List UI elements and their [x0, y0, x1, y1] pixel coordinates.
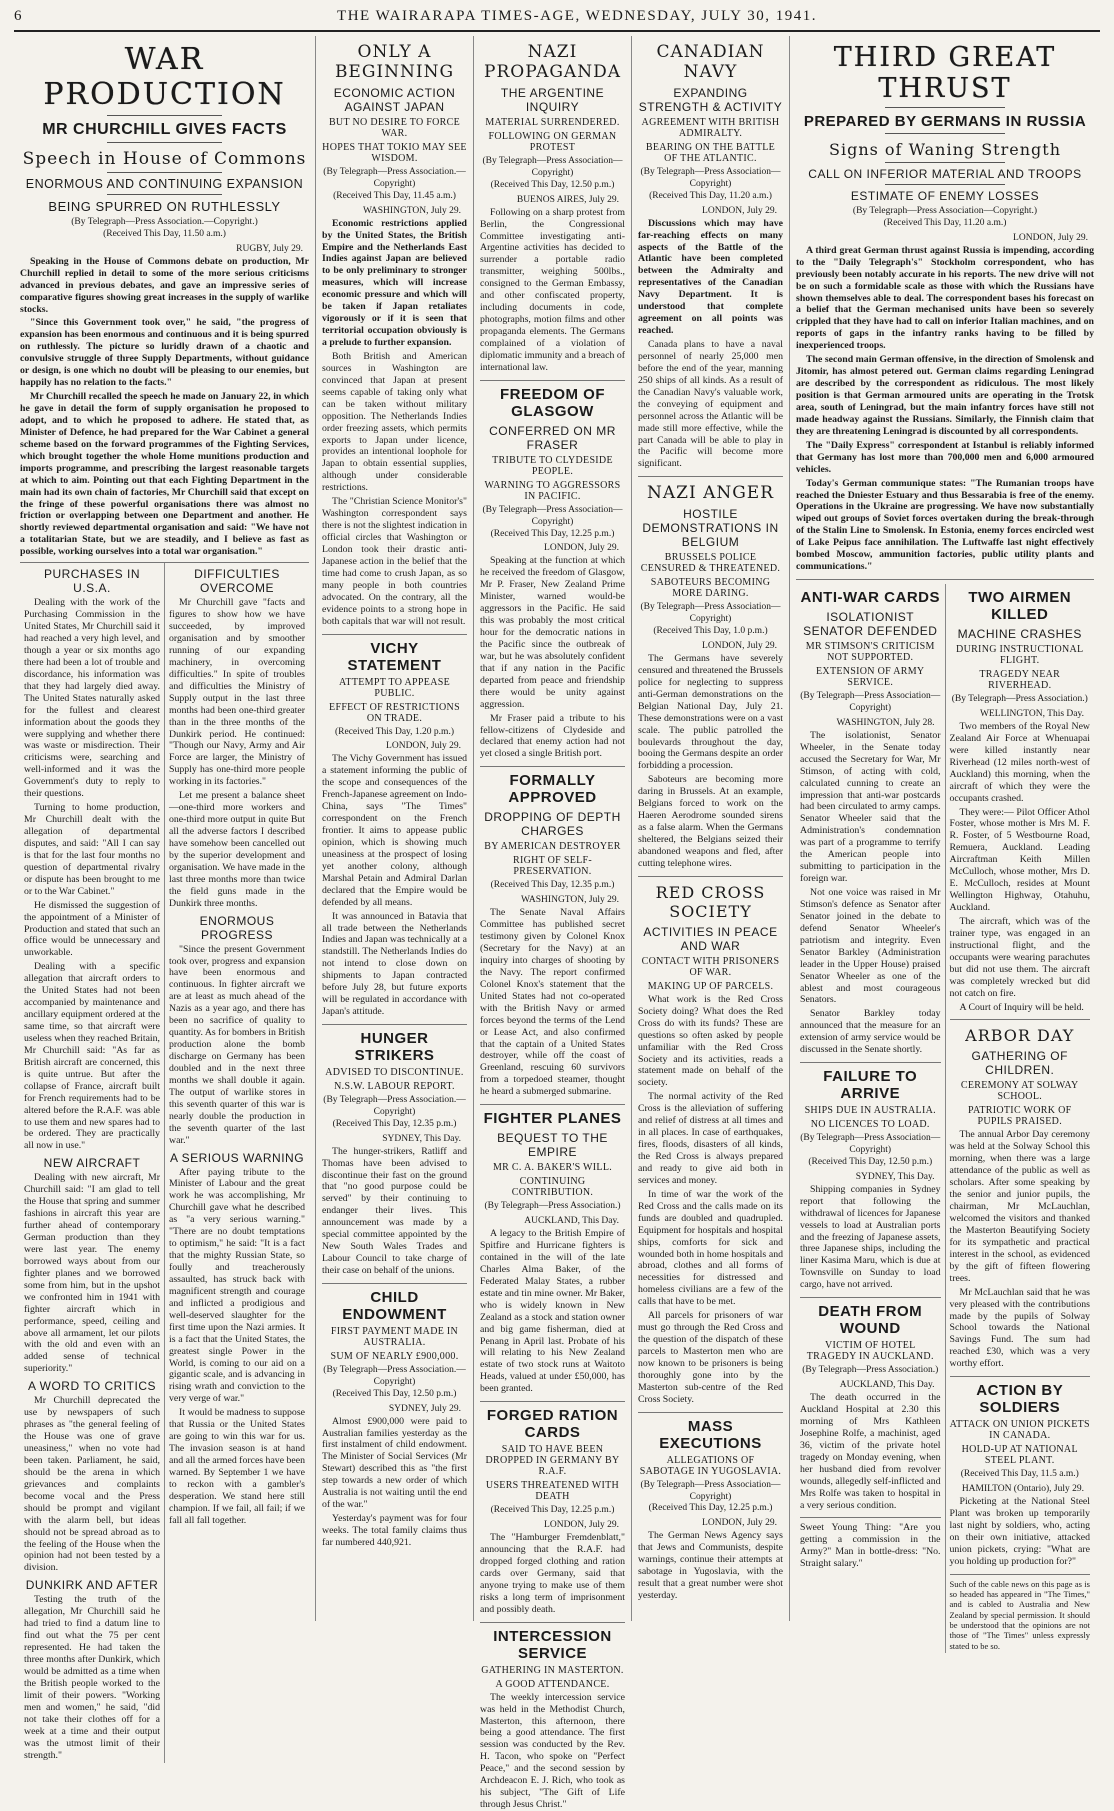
- war-production-subcolumns: [20, 562, 309, 1763]
- column-nazi-propaganda: [474, 36, 632, 1811]
- received-time: (Received This Day, 11.20 a.m.): [649, 190, 772, 201]
- credit: (By Telegraph—Press Association—Copyright): [640, 1479, 781, 1502]
- subcolumn-airmen: [946, 584, 1095, 1653]
- columns: [14, 36, 1100, 1811]
- subcolumn-left: [20, 563, 165, 1763]
- article-canadian-navy: [638, 42, 783, 477]
- divider: [885, 107, 1004, 108]
- deck: ECONOMIC ACTION AGAINST JAPAN: [333, 86, 456, 114]
- paragraph: Mr Fraser paid a tribute to his fellow-citizens of Clydeside and declared that enemy action had not yet closed a single British port.: [480, 712, 625, 760]
- credit: (By Telegraph—Press Association.—Copyright): [323, 1364, 466, 1387]
- paragraph: A third great German thrust against Russia is impending, according to the "Daily Telegraph's" Stockholm correspondent, who has previously been notably accurate in his reports. The new drive will not be on such a formidable scale as those with which the Russians have shown themselves able to deal. The correspondent bases his forecast on a belief that the German mechanised units have been so severely crippled that they have had to call on inferior Italian machines, and on reports of gaps in the infantry ranks having to be filled by inexperienced troops.: [796, 244, 1094, 352]
- credit-line: [20, 217, 309, 241]
- paragraph: The Vichy Government has issued a statement informing the public of the scope and consequences of the French-Japanese agreement on Indo-China, says "The Times" correspondent on the French frontier. It aims to appease public opinion, which is showing much uneasiness at the prospect of losing yet another colony, although Marshal Petain and Admiral Darlan declared that the Empire would be defended by all means.: [322, 753, 467, 908]
- credit: (By Telegraph—Press Association—Copyright): [800, 1133, 941, 1155]
- dateline-place: LONDON, July 29.: [702, 1518, 777, 1529]
- headline-vichy: VICHY STATEMENT: [347, 639, 442, 674]
- headline-only-beginning: ONLY A BEGINNING: [334, 42, 455, 82]
- subhead-dunkirk: DUNKIRK AND AFTER: [25, 1578, 159, 1593]
- divider: [107, 172, 223, 173]
- article-vichy: [322, 640, 467, 1026]
- received-time: (Received This Day, 12.50 p.m.): [808, 1156, 933, 1167]
- paragraph: Dealing with new aircraft, Mr Churchill said: "I am glad to tell the House that spring and summer fashions in aircraft this year are further ahead of contemporary German production than they were last year. The enemy borrowed ways about from our fighter planes and we borrowed some from him, but in the upshot we confronted him in 1941 with fighter aircraft which in performance, speed, ceiling and above all armament, let our pilots with the old and even with an added sense of technical superiority.": [24, 1172, 160, 1375]
- credit-line: [322, 1365, 467, 1401]
- paragraph: The "Daily Express" correspondent at Istanbul is reliably informed that Germany has lost more than 700,000 men and 6,000 armoured vehicles.: [796, 439, 1094, 475]
- paragraph: Dealing with a specific allegation that aircraft orders to the United States had not been accompanied by maintenance and ancillary equipment ordered at the same time, so that aircraft were useless when they reached Britain, Mr Churchill said: "As far as British aircraft are concerned, this is quite untrue. But after the collapse of France, aircraft built for French requirements had to be altered before the R.A.F. was able to use them and new spares had to be ordered. They are practically all now in use.": [24, 961, 160, 1152]
- paragraph: Economic restrictions applied by the United States, the British Empire and the Netherlands East Indies against Japan are believed to be only preliminary to stronger measures, which will increase economic pressure and which will be taken if Japan retaliates vigorously or if it is seen that territorial occupation obviously is a prelude to further expansion.: [322, 217, 467, 348]
- credit: (By Telegraph—Press Association.): [951, 694, 1088, 705]
- deck: N.S.W. LABOUR REPORT.: [334, 1081, 455, 1092]
- masthead: [14, 8, 1100, 32]
- deck-expansion: ENORMOUS AND CONTINUING EXPANSION: [25, 177, 304, 191]
- deck: HOSTILE DEMONSTRATIONS IN BELGIUM: [642, 507, 779, 550]
- paragraph: Today's German communique states: "The Rumanian troops have reached the Dniester Estuary and thus Bessarabia is free of the enemy. Operations in the Ukraine are progressing. We have now substantially wiped out groups of Soviet forces overtaken during the break-through of the Stalin Line to Smolensk. In Estonia, enemy forces encircled west of Lake Peipus face annihilation. The Luftwaffe last night effectively bombed Moscow, ammunition factories, public utility plants and communications.": [796, 477, 1094, 573]
- credit: (By Telegraph—Press Association—Copyright): [800, 691, 941, 713]
- paragraph: The normal activity of the Red Cross is the alleviation of suffering and relief of distress at all times and in all places. In case of earthquakes, fires, floods, disasters of all kinds, the Red Cross is always prepared and ready to give aid both in services and money.: [638, 1091, 783, 1186]
- deck: BY AMERICAN DESTROYER: [484, 841, 621, 853]
- dateline-place: SYDNEY, This Day.: [855, 1171, 935, 1182]
- credit: (By Telegraph—Press Association.—Copyright): [323, 167, 466, 189]
- headline-nazi-anger: NAZI ANGER: [646, 483, 775, 504]
- received-time: (Received This Day, 1.0 p.m.): [653, 626, 768, 637]
- headline-arbor-day: ARBOR DAY: [965, 1026, 1075, 1046]
- paragraph: Almost £900,000 were paid to Australian families yesterday as the first instalment of child endowment. The Minister of Social Services (Mr Stewart) described this as "the first step towards a new order of which Australia is not waiting until the end of the war.": [322, 1415, 467, 1511]
- dateline-place: SYDNEY, July 29.: [388, 1403, 461, 1414]
- article-third-thrust: [796, 42, 1094, 580]
- headline-anti-war: ANTI-WAR CARDS: [800, 589, 940, 607]
- column-canadian-navy: [632, 36, 790, 1621]
- article-forged-ration-cards: [480, 1407, 625, 1622]
- received-time: (Received This Day, 11.45 a.m.): [333, 190, 456, 201]
- paragraph: Shipping companies in Sydney report that following the withdrawal of licences for Japanese vessels to load at Australian ports and the freezing of Japanese assets, three Japanese ships, including the liner Kasima Maru, which is due at Townsville on Sunday to load cargo, have not arrived.: [800, 1183, 941, 1291]
- dateline-place: RUGBY, July 29.: [236, 243, 303, 254]
- deck: AGREEMENT WITH BRITISH ADMIRALTY.: [641, 117, 780, 139]
- credit-line: [480, 156, 625, 192]
- headline-canadian-navy: CANADIAN NAVY: [656, 42, 765, 82]
- dateline-place: BUENOS AIRES, July 29.: [516, 194, 619, 205]
- paragraph: The Germans have severely censured and threatened the Brussels police for neglecting to suppress anti-German demonstrations on the Belgian National Day, July 21. These demonstrations were on a vast scale. The public patrolled the boulevards throughout the day, booing the Germans despite an order forbidding a procession.: [638, 652, 783, 772]
- headline-glasgow: FREEDOM OF GLASGOW: [500, 385, 605, 420]
- paragraph: Both British and American sources in Washington are convinced that Japan at present seems capable of taking only what can be taken without military opposition. The Netherlands Indies order freezing assets, which permits exports to Japan under licence, provides an intentional loophole for Japan to obtain essential supplies, although under considerable restrictions.: [322, 350, 467, 494]
- running-head: THE WAIRARAPA TIMES-AGE, WEDNESDAY, JULY 30, 1941.: [337, 8, 817, 24]
- deck-churchill: MR CHURCHILL GIVES FACTS: [42, 121, 287, 138]
- deck: A GOOD ATTENDANCE.: [495, 1678, 610, 1690]
- page-number: 6: [14, 8, 22, 24]
- credit: (By Telegraph—Press Association—Copyright.): [852, 206, 1038, 216]
- divider: [107, 194, 223, 195]
- credit-line: [796, 206, 1094, 230]
- article-intercession: [480, 1628, 625, 1811]
- dateline-place: LONDON, July 29.: [702, 640, 777, 651]
- deck-speech: Speech in House of Commons: [22, 149, 307, 169]
- deck: MATERIAL SURRENDERED.: [485, 117, 620, 128]
- paragraph: Mr Churchill gave "facts and figures to show how we have succeeded, by improved organisation and by smoother running of our expanding machinery, in overcoming difficulties." In spite of troubles and difficulties the Ministry of Supply output in the last three months had been one-third greater than in the three months of the Dunkirk period. He continued: "Though our Navy, Army and Air Force are larger, the Ministry of Supply has one-third more people working in its factories.": [169, 597, 305, 788]
- article-only-beginning: [322, 42, 467, 635]
- article-two-airmen-killed: [950, 589, 1091, 1020]
- credit-line: [638, 602, 783, 638]
- received-time: (Received This Day, 12.50 p.m.): [332, 1388, 457, 1399]
- dateline-place: SYDNEY, This Day.: [382, 1133, 461, 1144]
- credit: (By Telegraph—Press Association.—Copyright.): [71, 217, 258, 227]
- paragraph: In time of war the work of the Red Cross and the calls made on its funds are doubled and quadrupled. Equipment for hospitals and hospital ships, comforts for sick and wounded both in home hospitals and abroad, clothes and all forms of necessities for distressed and homeless civilians are a few of the calls that have to be met.: [638, 1188, 783, 1308]
- credit-line: [480, 505, 625, 541]
- deck: DROPPING OF DEPTH CHARGES: [484, 810, 621, 839]
- headline-failure: FAILURE TO ARRIVE: [823, 1068, 918, 1103]
- headline-formally: FORMALLY APPROVED: [508, 772, 597, 807]
- paragraph: Discussions which may have far-reaching effects on many aspects of the Battle of the Atlantic have been completed between the Admiralty and representatives of the Canadian Navy Department. It is understood that complete agreement on all points was reached.: [638, 217, 783, 337]
- paragraph: Not one voice was raised in Mr Stimson's defence as Senator after Senator joined in the debate to defend Senator Wheeler's patriotism and integrity. Even Senator Barkley (Administration leader in the Upper House) praised Senator Wheeler as one of the ablest and most courageous Senators.: [800, 887, 941, 1006]
- headline-nazi-propaganda: NAZI PROPAGANDA: [484, 42, 621, 82]
- subhead-enormous-progress: ENORMOUS PROGRESS: [199, 913, 275, 942]
- paragraph: Dealing with the work of the Purchasing Commission in the United States, Mr Churchill said it had reached a very high level, and though a year or six months ago there had been a lot of trouble and discordance, his information was that they had largely died away. The United States naturally asked for the fullest and clearest information about the goods they were supplying and whether there was waste or misdirection. Their criticisms were, searching and well-informed and it was the Government's duty to reply to their questions.: [24, 597, 160, 800]
- article-anti-war-cards: [800, 589, 941, 1063]
- paragraph: After paying tribute to the Minister of Labour and the great work he was accomplishing, Mr Churchill gave what he described as "a very serious warning." "There are no doubt temptations to optimism," he said: "It is a fact that the mighty Russian State, so foully and treacherously assaulted, has struck back with magnificent strength and courage and inflicted a prodigious and well-deserved slaughter for the first time upon the Nazi armies. It is a fact that the United States, the greatest single Power in the World, is coming to our aid on a gigantic scale, and is advancing in rising wrath and conviction to the very verge of war.": [169, 1166, 305, 1405]
- received-time: (Received This Day, 12.25 p.m.): [490, 528, 615, 539]
- paragraph: Speaking at the function at which he received the freedom of Glasgow, Mr P. Fraser, New Zealand Prime Minister, warned would-be aggressors in the Pacific. He said this was probably the most critical hour for the democratic nations in the Pacific since the outbreak of war, but he was absolutely confident that if any nation in the Pacific departed from peace and friendship there would be unity against aggression.: [480, 555, 625, 710]
- credit-line: [800, 1133, 941, 1169]
- credit: (By Telegraph—Press Association—Copyright): [640, 602, 781, 625]
- deck: NO LICENCES TO LOAD.: [810, 1119, 930, 1131]
- filler-joke: Sweet Young Thing: "Are you getting a commission in the Army?" Man in bottle-dress: "No. Straight salary.": [800, 1522, 941, 1570]
- article-failure-to-arrive: [800, 1068, 941, 1298]
- deck: ISOLATIONIST SENATOR DEFENDED: [803, 610, 938, 639]
- paragraph: What work is the Red Cross Society doing? What does the Red Cross do with its funds? These are questions so often asked by people unfamiliar with the Red Cross Society and its activities, reads a statement made on behalf of the society.: [638, 993, 783, 1089]
- deck: FOLLOWING ON GERMAN PROTEST: [488, 131, 617, 153]
- received-time: (Received This Day, 12.25 p.m.): [648, 1503, 773, 1514]
- deck: EXTENSION OF ARMY SERVICE.: [816, 666, 925, 689]
- deck: BUT NO DESIRE TO FORCE WAR.: [328, 117, 461, 139]
- credit: (By Telegraph—Press Association—Copyright): [482, 156, 623, 178]
- credit: (By Telegraph—Press Association—Copyright): [482, 504, 623, 527]
- dateline-place: LONDON, July 29.: [702, 205, 777, 216]
- article-freedom-glasgow: [480, 386, 625, 768]
- deck: ATTACK ON UNION PICKETS IN CANADA.: [949, 1419, 1090, 1442]
- article-formally-approved: [480, 772, 625, 1105]
- deck: THE ARGENTINE INQUIRY: [500, 86, 605, 114]
- deck: MACHINE CRASHES: [957, 627, 1082, 642]
- paragraph: Following on a sharp protest from Berlin, the Congressional Committee investigating anti-Argentine activities has decided to surrender a portable radio transmitter, weighing 500lbs., consigned to the German Embassy, and other confiscated property, including documents in code, photographs, motion films and other propaganda elements. The Germans complained of a violation of diplomatic immunity and a breach of international law.: [480, 206, 626, 373]
- deck-inferior: CALL ON INFERIOR MATERIAL AND TROOPS: [808, 167, 1082, 181]
- dateline-place: LONDON, July 29.: [544, 1520, 619, 1531]
- deck: GATHERING IN MASTERTON.: [481, 1664, 624, 1676]
- credit: (By Telegraph—Press Association.—Copyright): [323, 1095, 466, 1117]
- paragraph: Senator Barkley today announced that the measure for an extension of army service would be discussed in the Senate shortly.: [800, 1008, 941, 1056]
- deck: TRAGEDY NEAR RIVERHEAD.: [979, 669, 1061, 692]
- article-nazi-propaganda: [480, 42, 625, 381]
- divider: [885, 162, 1004, 163]
- dateline-place: LONDON, July 29.: [1013, 232, 1088, 243]
- article-action-by-soldiers: [950, 1382, 1091, 1575]
- deck: EFFECT OF RESTRICTIONS ON TRADE.: [329, 701, 460, 724]
- paragraph: The German News Agency says that Jews and Communists, despite warnings, continue their attempts at sabotage in Yugoslavia, with the result that a great number were shot yesterday.: [638, 1530, 783, 1601]
- headline-war-production: WAR PRODUCTION: [43, 42, 286, 112]
- deck: RIGHT OF SELF-PRESERVATION.: [512, 855, 593, 878]
- paragraph: The aircraft, which was of the trainer type, was engaged in an instructional flight, and the occupants were wearing parachutes but did not use them. The aircraft was completely wrecked but did not catch on fire.: [949, 915, 1090, 999]
- headline-mass-executions: MASS EXECUTIONS: [659, 1417, 762, 1452]
- received-time: (Received This Day, 11.5 a.m.): [960, 1469, 1079, 1480]
- column-only-beginning: [316, 36, 474, 1621]
- deck: BEQUEST TO THE EMPIRE: [497, 1131, 608, 1160]
- received-time: (Received This Day, 12.25 p.m.): [490, 1505, 615, 1516]
- article-death-from-wound: [800, 1303, 941, 1518]
- deck: BRUSSELS POLICE CENSURED & THREATENED.: [640, 552, 781, 575]
- paragraph: The isolationist, Senator Wheeler, in the Senate today accused the Secretary for War, Mr Stimson, of acting with cold, calculated cunning to create an impression that anti-war postcards had been circulated to army camps. Senator Wheeler said that the Administration's condemnation was part of a programme to terrify the American people into submitting to participation in the foreign war.: [800, 729, 941, 885]
- headline-fighter: FIGHTER PLANES: [483, 1110, 622, 1128]
- deck-spurred: BEING SPURRED ON RUTHLESSLY: [48, 199, 281, 214]
- divider: [885, 133, 1004, 134]
- dateline-place: WELLINGTON, This Day.: [979, 708, 1084, 719]
- credit-line: [638, 1480, 783, 1516]
- paragraph: Picketing at the National Steel Plant was broken up temporarily last night by soldiers, who, acting on their own initiative, attacked union pickets, crying: "What are you holding up production for?": [949, 1496, 1090, 1567]
- credit: (By Telegraph—Press Association.): [802, 1365, 939, 1376]
- paragraph: The death occurred in the Auckland Hospital at 2.30 this morning of Mrs Kathleen Josephine Rolfe, a machinist, aged 36, victim of the private hotel tragedy on Monday evening, when her husband died from revolver wounds, allegedly self-inflicted and Mrs Rolfe was taken to hospital in a very serious condition.: [800, 1392, 941, 1511]
- headline-intercession: INTERCESSION SERVICE: [493, 1627, 612, 1662]
- footnote-times: Such of the cable news on this page as is so headed has appeared in "The Times," and is cabled to Australia and New Zealand by special permission. It should be understood that the opinions are not those of "The Times" unless expressly stated to be so.: [949, 1578, 1090, 1651]
- paragraph: The Senate Naval Affairs Committee has published secret testimony given by Colonel Knox (Secretary for the Navy) at an inquiry into charges of shooting by the Navy. The report confirmed Colonel Knox's statement that the United States had not co-operated with the British Navy or armed forces beyond the terms of the Lend or Lease Act, and also confirmed that the captain of a United States destroyer, while off the coast of Greenland, rescuing 60 survivors from a torpedoed steamer, thought he heard a submerged submarine.: [480, 907, 625, 1098]
- deck: GATHERING OF CHILDREN.: [971, 1049, 1068, 1078]
- subhead-difficulties: DIFFICULTIES OVERCOME: [194, 567, 280, 596]
- deck: CEREMONY AT SOLWAY SCHOOL.: [960, 1080, 1079, 1103]
- deck: CONTINUING CONTRIBUTION.: [511, 1176, 594, 1199]
- subhead-serious-warning: A SERIOUS WARNING: [169, 1150, 305, 1165]
- deck: EXPANDING STRENGTH & ACTIVITY: [638, 86, 783, 114]
- article-nazi-anger: [638, 483, 783, 877]
- deck: CONTACT WITH PRISONERS OF WAR.: [641, 955, 780, 978]
- divider: [107, 142, 223, 143]
- paragraph: The "Hamburger Fremdenblatt," announcing that the R.A.F. had dropped forged clothing and ration cards over Germany, said that anyone trying to make use of them risks a long term of imprisonment and possibly death.: [480, 1532, 625, 1615]
- article-fighter-planes: [480, 1110, 625, 1402]
- deck-prepared: PREPARED BY GERMANS IN RUSSIA: [803, 113, 1087, 130]
- paragraph: Canada plans to have a naval personnel of nearly 25,000 men before the end of the year, manning 250 ships of all kinds. As a result of the Canadian Navy's valuable work, the conveying of equipment and personnel across the Atlantic will be made still more effective, while the part Canada will be able to play in the Pacific will become more significant.: [638, 339, 783, 470]
- paragraph: A legacy to the British Empire of Spitfire and Hurricane fighters is contained in the will of the late Charles Alma Baker, of the Federated Malay States, a rubber estate and tin mine owner. Mr Baker, who is widely known in New Zealand as a stock and station owner and big game fisherman, died at Penang in April last. Probate of his will relating to his New Zealand estate of two stock runs at Waitoto Heads, valued at under £50,000, has been granted.: [480, 1228, 625, 1395]
- dateline-place: AUCKLAND, This Day.: [839, 1380, 935, 1391]
- credit: (By Telegraph—Press Association.): [484, 1201, 621, 1212]
- article-red-cross: [638, 883, 783, 1413]
- received-time: (Received This Day, 12.35 p.m.): [490, 880, 615, 891]
- received-time: (Received This Day, 11.20 a.m.): [883, 217, 1007, 228]
- article-mass-executions: [638, 1418, 783, 1602]
- deck: DURING INSTRUCTIONAL FLIGHT.: [956, 644, 1084, 667]
- deck: ATTEMPT TO APPEASE PUBLIC.: [339, 676, 450, 699]
- subhead-purchases: PURCHASES IN U.S.A.: [43, 567, 141, 596]
- dateline-place: WASHINGTON, July 29.: [363, 205, 461, 216]
- deck: SHIPS DUE IN AUSTRALIA.: [804, 1105, 936, 1117]
- lead-paragraph: "Since this Government took over," he said, "the progress of expansion has been enormous and continuous and it is being spurred on ruthlessly. The picture so luridly drawn of a chaotic and convulsive struggle of three Supply Departments, without guidance or design, is one which no doubt will be pleasing to our enemies, but happily has no relation to the facts.": [20, 317, 309, 389]
- deck: USERS THREATENED WITH DEATH: [485, 1480, 620, 1503]
- dateline-place: LONDON, July 29.: [386, 741, 461, 752]
- paragraph: Turning to home production, Mr Churchill dealt with the allegation of departmental disputes, and said: "All I can say is that for the last four months no question of departmental rivalry or dispute has been brought to me or to the War Cabinet.": [24, 802, 160, 897]
- subhead-word-critics: A WORD TO CRITICS: [27, 1379, 157, 1394]
- divider: [107, 115, 223, 116]
- credit: (By Telegraph—Press Association—Copyright): [640, 167, 781, 189]
- article-arbor-day: [950, 1026, 1091, 1377]
- subhead-new-aircraft: NEW AIRCRAFT: [43, 1156, 141, 1171]
- paragraph: The weekly intercession service was held in the Methodist Church, Masterton, this afternoon, there being a good attendance. The first session was conducted by the Rev. H. Tacon, who spoke on "Perfect Peace," and the second session by Archdeacon E. J. Rich, who took as his subject, "The Gift of Life through Jesus Christ.": [480, 1691, 625, 1811]
- subcolumn-anti-war: [796, 584, 946, 1653]
- paragraph: A Court of Inquiry will be held.: [959, 1001, 1084, 1013]
- deck: WARNING TO AGGRESSORS IN PACIFIC.: [484, 479, 621, 502]
- deck: SABOTEURS BECOMING MORE DARING.: [650, 577, 771, 600]
- credit-line: [322, 167, 467, 203]
- deck: PATRIOTIC WORK OF PUPILS PRAISED.: [968, 1105, 1072, 1128]
- article-child-endowment: [322, 1289, 467, 1549]
- deck: FIRST PAYMENT MADE IN AUSTRALIA.: [330, 1325, 459, 1348]
- dateline-place: AUCKLAND, This Day.: [524, 1216, 619, 1227]
- paragraph: "Since the present Government took over, progress and expansion have been enormous and continuous. In fighter aircraft we are at least as much ahead of the Nazis as a year ago, and there has been no sacrifice of quality to quantity. As for bombers in British production alone the bomb discharge on Germany has been doubled and in the next three months we shall double it again. The output of warlike stores in this seventh quarter of this war is nearly double the production in the seventh quarter of the last war.": [169, 943, 305, 1146]
- lead-paragraph: Speaking in the House of Commons debate on production, Mr Churchill replied in detail to some of the more serious criticisms advanced in previous debates, and gave an impressive series of comparative figures showing great increases in the supply of warlike stocks.: [20, 255, 309, 315]
- credit-line: [638, 167, 783, 203]
- paragraph: Two members of the Royal New Zealand Air Force at Whenuapai were killed instantly near Riverhead (12 miles north-west of Auckland) this morning, when the aircraft of which they were the occupants crashed.: [949, 720, 1090, 804]
- deck: MAKING UP OF PARCELS.: [647, 980, 774, 992]
- paragraph: Mr Churchill deprecated the use by newspapers of such phrases as "the general feeling of the House was one of grave uneasiness," when no vote had been taken. Parliament, he said, should be the arena in which grievances and complaints become vocal and the Press should be prompt and vigilant with the alarm bell, but ideas should not be spread abroad as to the feeling of the House when the opinion had not been tested by a division.: [24, 1395, 160, 1574]
- paragraph: The second main German offensive, in the direction of Smolensk and Jitomir, has almost petered out. German claims regarding Leningrad are described by the correspondent as ridiculous. The most likely position is that German armoured units are operating in the Trotsk area, south of Leningrad, but the main infantry forces have still not made headway against the Russians. Similarly, the Finnish claim that they are threatening Leningrad is discounted by all correspondents.: [796, 354, 1094, 437]
- column-war-production: [14, 36, 316, 1761]
- dateline-place: HAMILTON (Ontario), July 29.: [961, 1484, 1084, 1495]
- deck: ADVISED TO DISCONTINUE.: [325, 1067, 464, 1078]
- paragraph: All parcels for prisoners of war must go through the Red Cross and the question of the dispatch of these parcels to Masterton men who are now known to be prisoners is being thoroughly gone into by the Masterton sub-centre of the Red Cross Society.: [638, 1310, 783, 1405]
- deck-losses: ESTIMATE OF ENEMY LOSSES: [850, 189, 1040, 203]
- paragraph: It would be madness to suppose that Russia or the United States are going to win this war for us. The invasion season is at hand and all the armed forces have been warned. By September 1 we have to reckon with a gambler's desperation. We stand here still champion. If we fail, all fail; if we fall all fall together.: [169, 1407, 305, 1526]
- paragraph: The hunger-strikers, Ratliff and Thomas have been advised to discontinue their fast on the ground that "no good purpose could be served" by their continuing to endanger their lives. This announcement was made by a special committee appointed by the New South Wales Trades and Labour Council to take charge of their case on behalf of the unions.: [322, 1145, 467, 1276]
- headline-airmen: TWO AIRMEN KILLED: [968, 589, 1072, 624]
- lead-paragraph: Mr Churchill recalled the speech he made on January 22, in which he gave in detail the form of supply organisation he proposed to adopt, and to which he proposed to adhere. He stated that, as Minister of Defence, he had prepared for the War Cabinet a general scheme based on the forward programmes of the Fighting Services, which brought together the whole Home munitions production and imports programme, and prescribing the largest reasonable targets at which to aim. Pointing out that each Fighting Department in the main had its own chain of factories, Mr Churchill said that except on the fringe of these powerful organisations there was almost no friction or overlapping between one Department and another. He shortly reviewed departmental organisation and said: "We have not a totalitarian State, but we are steadily, and I believe as fast as possible, working ourselves into a total war organisation.": [20, 391, 309, 558]
- paragraph: He dismissed the suggestion of the appointment of a Minister of Production and stated that such an office would be unnecessary and unworkable.: [24, 899, 160, 959]
- headline-child: CHILD ENDOWMENT: [342, 1288, 447, 1323]
- headline-action-soldiers: ACTION BY SOLDIERS: [976, 1382, 1064, 1417]
- column-third-thrust: [790, 36, 1100, 1651]
- paragraph: The "Christian Science Monitor's" Washington correspondent says there is not the slightest indication in official circles that Washington or London took their drastic anti-Japanese action in the belief that the time had come to crush Japan, as so many people in both countries advocated. On the contrary, all the evidence points to a strong hope in both capitals that war will not result.: [322, 496, 467, 627]
- paragraph: They were:— Pilot Officer Athol Foster, whose mother is Mrs M. F. R. Foster, of 5 Westbourne Road, Remuera, Auckland. Leading Aircraftman Keith Millen McCulloch, whose mother, Mrs D. E. McCulloch, resides at Mount Wellington Highway, Otahuhu, Auckland.: [949, 806, 1090, 913]
- headline-red-cross: RED CROSS SOCIETY: [655, 882, 766, 921]
- dateline-place: WASHINGTON, July 29.: [521, 895, 619, 906]
- deck: TRIBUTE TO CLYDESIDE PEOPLE.: [492, 454, 613, 477]
- deck: HOLD-UP AT NATIONAL STEEL PLANT.: [961, 1444, 1078, 1467]
- headline-hunger: HUNGER STRIKERS: [354, 1030, 435, 1064]
- headline-third-thrust: THIRD GREAT THRUST: [833, 42, 1057, 104]
- paragraph: It was announced in Batavia that all trade between the Netherlands Indies and Japan was technically at a standstill. The Netherlands Indies do not intend to close down on shipments to Japan contracted before July 28, but future exports will be regulated in accordance with Japan's attitude.: [322, 910, 467, 1018]
- deck: HOPES THAT TOKIO MAY SEE WISDOM.: [322, 142, 467, 164]
- deck: MR STIMSON'S CRITICISM NOT SUPPORTED.: [805, 641, 935, 664]
- paragraph: Mr McLauchlan said that he was very pleased with the contributions made by the pupils of Solway School towards the National Savings Fund. The sum had reached £30, which was a very worthy effort.: [949, 1286, 1090, 1370]
- deck: VICTIM OF HOTEL TRAGEDY IN AUCKLAND.: [806, 1340, 934, 1363]
- received-time: (Received This Day, 12.35 p.m.): [332, 1118, 457, 1129]
- deck: SUM OF NEARLY £900,000.: [330, 1350, 459, 1362]
- deck: ALLEGATIONS OF SABOTAGE IN YUGOSLAVIA.: [639, 1454, 782, 1477]
- received-time: (Received This Day, 12.50 p.m.): [490, 179, 615, 190]
- deck: MR C. A. BAKER'S WILL.: [492, 1162, 613, 1174]
- dateline-place: LONDON, July 29.: [544, 543, 619, 554]
- article-hunger-strikers: [322, 1030, 467, 1284]
- credit-line: [322, 1095, 467, 1131]
- received-time: (Received This Day, 11.50 a.m.): [103, 228, 226, 239]
- divider: [885, 184, 1004, 185]
- deck: ACTIVITIES IN PEACE AND WAR: [643, 924, 778, 953]
- deck-waning: Signs of Waning Strength: [829, 140, 1061, 159]
- headline-death: DEATH FROM WOUND: [818, 1303, 923, 1338]
- paragraph: The annual Arbor Day ceremony was held at the Solway School this morning, when there was a large attendance of the public as well as scholars. After some speaking by the senior and junior pupils, the chairman, Mr McLauchlan, welcomed the visitors and thanked the Masterton Beautifying Society for its sympathetic and practical interest in the school, as evidenced by the gift of fifteen flowering trees.: [949, 1129, 1090, 1284]
- deck: SAID TO HAVE BEEN DROPPED IN GERMANY BY R.A.F.: [485, 1444, 620, 1478]
- paragraph: Let me present a balance sheet—one-third more workers and one-third more output in quite But all the adverse factors I described have somehow been cancelled out by the superior development and organisation. We have made in the last three months more than twice the field guns made in the Dunkirk three months.: [169, 790, 305, 909]
- deck: CONFERRED ON MR FRASER: [489, 423, 616, 452]
- received-time: (Received This Day, 1.20 p.m.): [335, 726, 454, 737]
- paragraph: Yesterday's payment was for four weeks. The total family claims thus far numbered 440,921.: [322, 1513, 467, 1548]
- paragraph: Saboteurs are becoming more daring in Brussels. At an example, Belgians forced to work on the Haeren Aerodrome sounded sirens as a false alarm. When the Germans sheltered, the Belgians seized their abandoned weapons and fled, after cutting telephone wires.: [638, 774, 783, 869]
- right-subcolumns: [796, 584, 1094, 1653]
- headline-forged: FORGED RATION CARDS: [486, 1407, 619, 1442]
- subcolumn-right: [165, 563, 309, 1763]
- paragraph: Testing the truth of the allegation, Mr Churchill said he had tried to find a datum line to find out what the 75 per cent represented. He had taken the three months after Dunkirk, which would be admitted as a time when the British people worked to the limit of their powers. "Working men and women," he said, "did not take their clothes off for a week at a time and their output was the utmost limit of their strength.": [24, 1594, 160, 1761]
- deck: BEARING ON THE BATTLE OF THE ATLANTIC.: [645, 142, 776, 164]
- dateline-place: WASHINGTON, July 28.: [836, 717, 935, 728]
